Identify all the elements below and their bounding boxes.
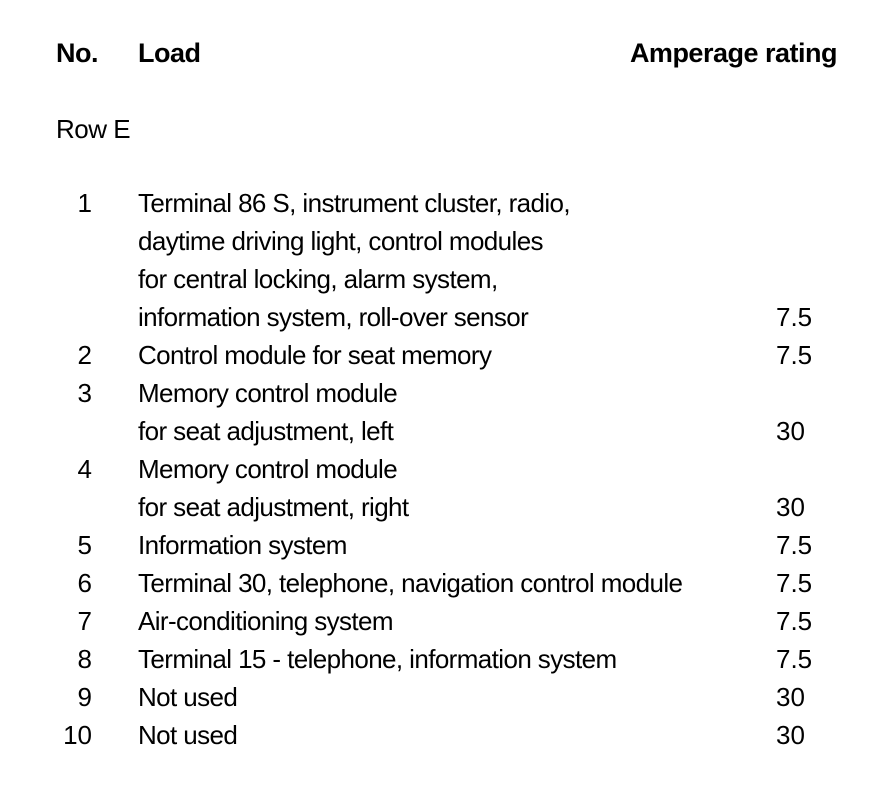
table-row (0, 184, 896, 336)
fuse-load-line: Not used (138, 682, 238, 712)
fuse-load-line: Terminal 15 - telephone, information system (138, 644, 617, 674)
fuse-load-line: Memory control module (138, 378, 398, 408)
table-row (0, 602, 896, 640)
fuse-load-line: Information system (138, 530, 347, 560)
fuse-load (138, 450, 758, 526)
fuse-amperage: 7.5 (776, 606, 813, 636)
fuse-load (138, 640, 758, 678)
fuse-number: 3 (77, 378, 92, 408)
fuse-load (138, 526, 758, 564)
fuse-amperage: 30 (776, 682, 805, 712)
section-title: Row E (56, 114, 131, 144)
table-row (0, 678, 896, 716)
fuse-amperage: 30 (776, 720, 805, 750)
fuse-load (138, 184, 758, 336)
fuse-amperage: 7.5 (776, 644, 813, 674)
fuse-number: 9 (77, 682, 92, 712)
fuse-load-line: for seat adjustment, left (138, 416, 394, 446)
fuse-number: 6 (77, 568, 92, 598)
fuse-number: 5 (77, 530, 92, 560)
fuse-load (138, 678, 758, 716)
fuse-amperage: 30 (776, 416, 805, 446)
column-header-no: No. (56, 38, 98, 68)
column-header-load: Load (138, 38, 201, 68)
fuse-load (138, 336, 758, 374)
fuse-load-line: for central locking, alarm system, (138, 264, 498, 294)
fuse-number: 10 (63, 720, 92, 750)
fuse-amperage: 7.5 (776, 340, 813, 370)
fuse-load (138, 564, 758, 602)
fuse-number: 8 (77, 644, 92, 674)
table-row (0, 716, 896, 754)
fuse-load-line: Terminal 86 S, instrument cluster, radio, (138, 188, 571, 218)
table-row (0, 526, 896, 564)
fuse-number: 1 (77, 188, 92, 218)
table-row (0, 374, 896, 450)
table-row (0, 450, 896, 526)
table-row (0, 564, 896, 602)
fuse-load-line: information system, roll-over sensor (138, 302, 529, 332)
fuse-amperage: 7.5 (776, 530, 813, 560)
fuse-load-line: for seat adjustment, right (138, 492, 409, 522)
fuse-load-line: Memory control module (138, 454, 398, 484)
fuse-table (0, 184, 896, 754)
fuse-amperage: 7.5 (776, 568, 813, 598)
table-row (0, 640, 896, 678)
fuse-load-line: Not used (138, 720, 238, 750)
fuse-number: 4 (77, 454, 92, 484)
fuse-load-line: Terminal 30, telephone, navigation control module (138, 568, 683, 598)
fuse-load-line: daytime driving light, control modules (138, 226, 543, 256)
fuse-amperage: 30 (776, 492, 805, 522)
fuse-load (138, 374, 758, 450)
fuse-load-line: Air-conditioning system (138, 606, 393, 636)
fuse-load (138, 602, 758, 640)
fuse-amperage: 7.5 (776, 302, 813, 332)
fuse-load (138, 716, 758, 754)
fuse-number: 7 (77, 606, 92, 636)
fuse-number: 2 (77, 340, 92, 370)
fuse-load-line: Control module for seat memory (138, 340, 492, 370)
table-row (0, 336, 896, 374)
column-header-amperage: Amperage rating (629, 38, 837, 68)
